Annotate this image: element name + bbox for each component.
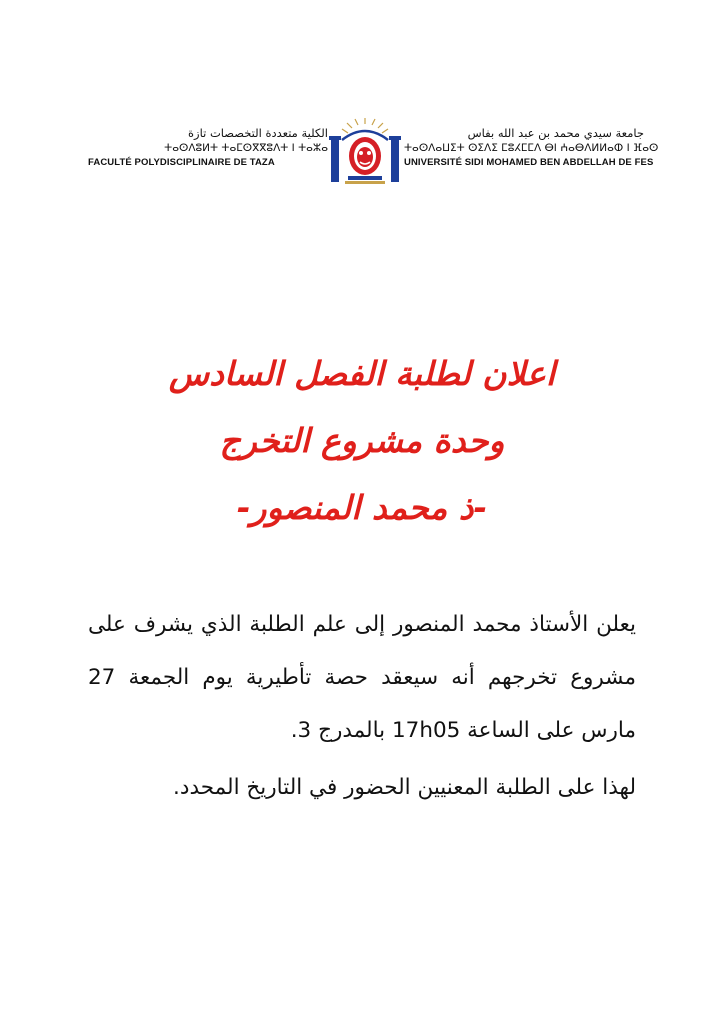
title-line-1: اعلان لطلبة الفصل السادس: [168, 354, 556, 393]
university-name-french: UNIVERSITÉ SIDI MOHAMED BEN ABDELLAH DE FES: [404, 157, 654, 168]
faculty-name-arabic: الكلية متعددة التخصصات تازة: [188, 126, 328, 140]
university-name-tifinagh: ⵜⴰⵙⴷⴰⵡⵉⵜ ⵙⵉⴷⵉ ⵎⵓⵃⵎⵎⴷ ⴱⵏ ⵄⴰⴱⴷⵍⵍⴰⵀ ⵏ ⴼⴰⵙ: [404, 142, 659, 154]
announcement-title: [62, 340, 662, 541]
title-line-2: وحدة مشروع التخرج: [219, 421, 505, 460]
title-line-3: -ذ محمد المنصور-: [236, 488, 488, 527]
faculty-name-french: FACULTÉ POLYDISCIPLINAIRE DE TAZA: [88, 157, 275, 168]
body-paragraph-1: يعلن الأستاذ محمد المنصور إلى علم الطلبة الذي يشرف على مشروع تخرجهم أنه سيعقد حصة تأطيرية يوم الجمعة 27 مارس على الساعة 17h05 بالمدرج 3.: [88, 612, 636, 743]
announcement-body: [88, 598, 636, 814]
university-name-block: [404, 126, 659, 170]
body-paragraph-2: لهذا على الطلبة المعنيين الحضور في التاريخ المحدد.: [173, 775, 636, 800]
university-name-arabic: جامعة سيدي محمد بن عبد الله بفاس: [467, 126, 644, 140]
document-header: [88, 118, 659, 188]
faculty-name-tifinagh: ⵜⴰⵙⴷⵓⵍⵜ ⵜⴰⵎⵙⴳⴳⵓⴷⵜ ⵏ ⵜⴰⵣⴰ: [164, 142, 328, 154]
university-emblem-icon: [328, 118, 402, 190]
faculty-name-block: [88, 126, 328, 170]
